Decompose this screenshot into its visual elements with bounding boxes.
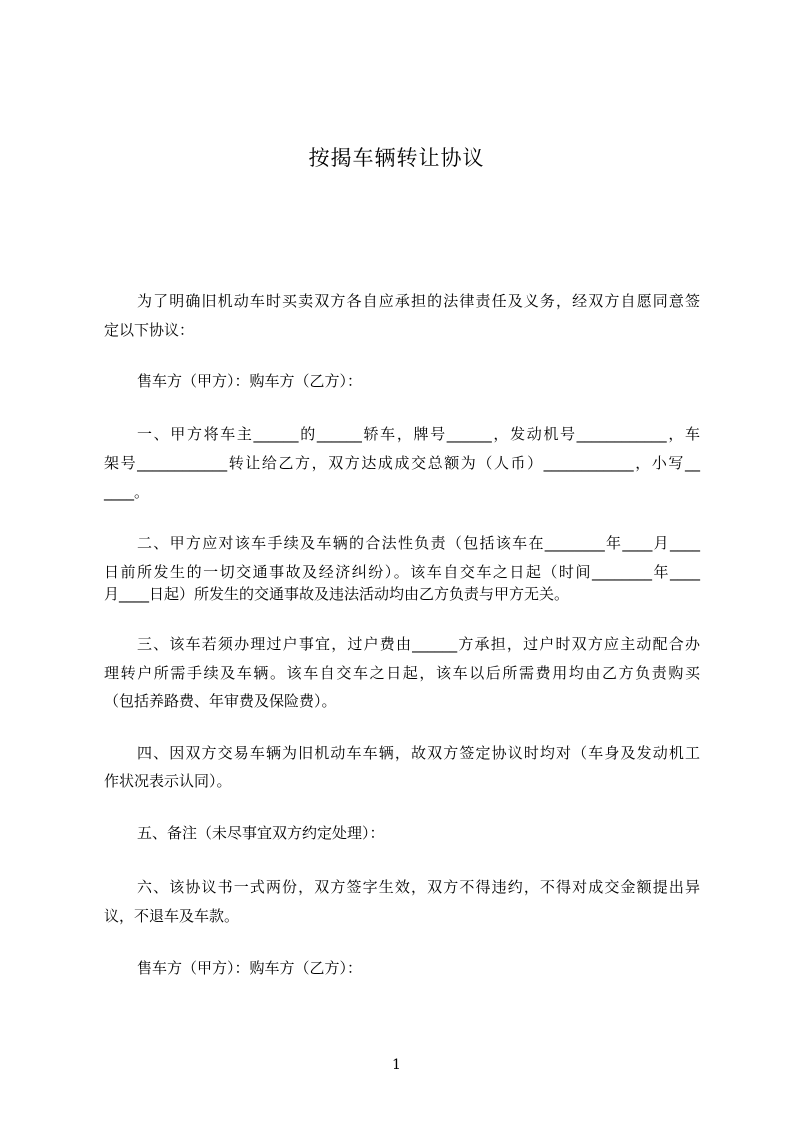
document-title: 按揭车辆转让协议 xyxy=(308,146,485,170)
clause-1-line-2: 架号____________转让给乙方，双方达成成交总额为（人币）____________，小写__ xyxy=(104,454,700,472)
preamble-line-1: 为了明确旧机动车时买卖双方各自应承担的法律责任及义务，经双方自愿同意签 xyxy=(137,292,700,310)
clause-1-line-1: 一、甲方将车主______的______轿车，牌号______，发动机号____________，车 xyxy=(137,425,700,443)
clause-3-line-1: 三、该车若须办理过户事宜，过户费由______方承担，过户时双方应主动配合办 xyxy=(137,635,700,653)
clause-6-line-2: 议，不退车及车款。 xyxy=(104,907,240,925)
clause-4-line-1: 四、因双方交易车辆为旧机动车车辆，故双方签定协议时均对（车身及发动机工 xyxy=(137,744,700,762)
clause-2-line-1: 二、甲方应对该车手续及车辆的合法性负责（包括该车在________年____月____ xyxy=(137,534,700,552)
clause-3-line-2: 理转户所需手续及车辆。该车自交车之日起，该车以后所需费用均由乙方负责购买 xyxy=(104,664,700,682)
clause-6-line-1: 六、该协议书一式两份，双方签字生效，双方不得违约，不得对成交金额提出异 xyxy=(137,878,700,896)
clause-4-line-2: 作状况表示认同）。 xyxy=(104,772,232,790)
parties-line-bottom: 售车方（甲方）：购车方（乙方）： xyxy=(137,959,363,977)
page-number: 1 xyxy=(392,1057,401,1073)
preamble-line-2: 定以下协议： xyxy=(104,321,195,339)
clause-2-line-3: 月____日起）所发生的交通事故及违法活动均由乙方负责与甲方无关。 xyxy=(104,585,570,603)
clause-1-line-3: ____。 xyxy=(104,483,150,501)
clause-2-line-2: 日前所发生的一切交通事故及经济纠纷）。该车自交车之日起（时间________年____ xyxy=(104,563,700,581)
parties-line-top: 售车方（甲方）：购车方（乙方）： xyxy=(137,372,363,390)
clause-3-line-3: （包括养路费、年审费及保险费）。 xyxy=(104,692,337,710)
clause-5-line: 五、备注（未尽事宜双方约定处理）： xyxy=(137,824,385,842)
